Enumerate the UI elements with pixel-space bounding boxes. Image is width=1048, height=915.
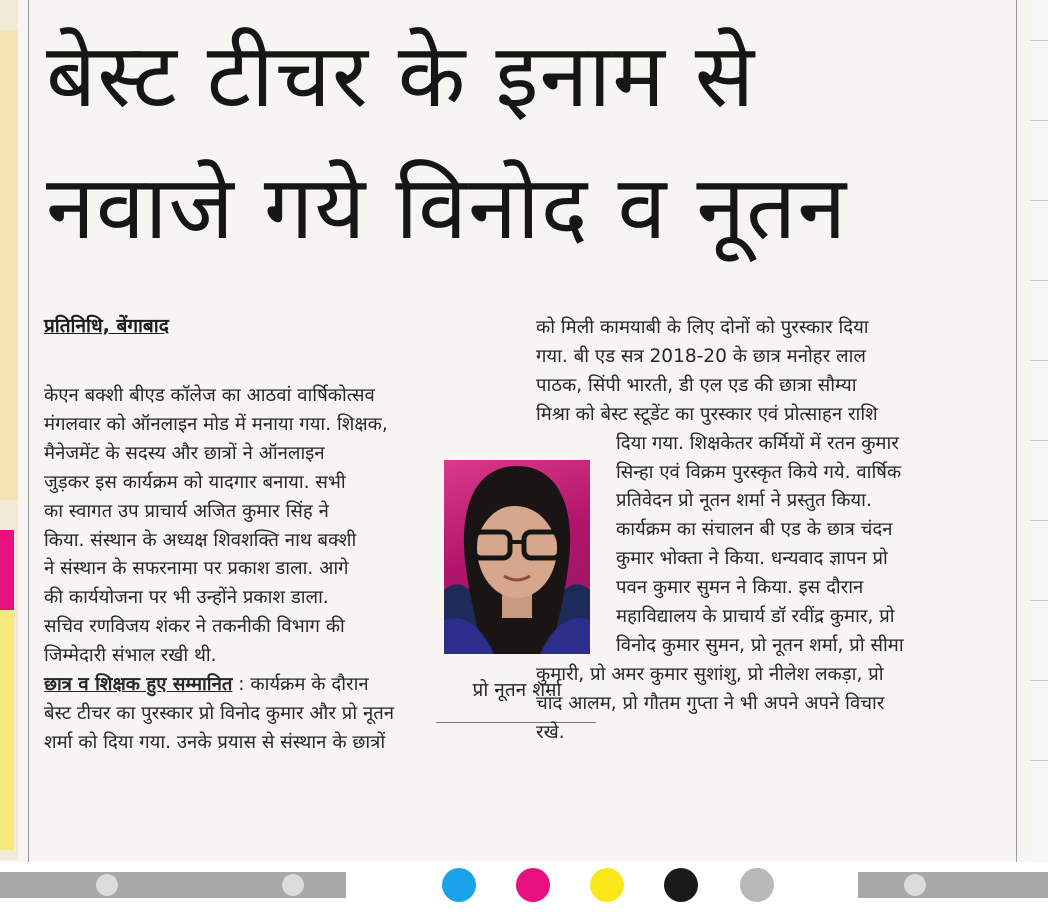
- text-line: की कार्ययोजना पर भी उन्होंने प्रकाश डाला.: [44, 587, 329, 609]
- magenta-registration-dot: [516, 868, 550, 902]
- text-line: दिया गया. शिक्षकेतर कर्मियों में रतन कुमार: [616, 432, 899, 454]
- paragraph-intro: [44, 382, 504, 671]
- paragraph-col2-wrapped: [616, 430, 994, 661]
- text-line: का स्वागत उप प्राचार्य अजित कुमार सिंह ने: [44, 500, 329, 522]
- text-line: बेस्ट टीचर का पुरस्कार प्रो विनोद कुमार और प्रो नूतन: [44, 702, 395, 724]
- text-line: पवन कुमार सुमन ने किया. इस दौरान: [616, 577, 864, 599]
- adjacent-yellow-band: [0, 610, 14, 850]
- article-column-1: [44, 382, 504, 758]
- text-line: ने संस्थान के सफरनामा पर प्रकाश डाला. आगे: [44, 558, 349, 580]
- text-line: कुमारी, प्रो अमर कुमार सुशांशु, प्रो नीलेश लकड़ा, प्रो: [536, 663, 884, 685]
- text-line: केएन बक्शी बीएड कॉलेज का आठवां वार्षिकोत्सव: [44, 385, 375, 406]
- text-line: प्रतिवेदन प्रो नूतन शर्मा ने प्रस्तुत किया.: [616, 490, 872, 512]
- adjacent-magenta-band: [0, 530, 14, 610]
- cyan-registration-dot: [442, 868, 476, 902]
- text-line: मिश्रा को बेस्ट स्टूडेंट का पुरस्कार एवं प्रोत्साहन राशि: [536, 403, 878, 425]
- registration-gray-bar-left: [0, 872, 346, 898]
- print-registration-strip: [0, 862, 1048, 915]
- left-adjacent-column-strip: [0, 0, 18, 860]
- subheading-lead: : कार्यक्रम के दौरान: [232, 674, 369, 696]
- black-registration-dot: [664, 868, 698, 902]
- text-line: गया. बी एड सत्र 2018-20 के छात्र मनोहर लाल: [536, 345, 866, 367]
- column-rule-left: [28, 0, 29, 862]
- right-adjacent-column-strip: [1030, 0, 1048, 860]
- adjacent-column-tint: [0, 30, 18, 500]
- text-line: मैनेजमेंट के सदस्य और छात्रों ने ऑनलाइन: [44, 442, 325, 464]
- text-line: रखे.: [536, 721, 565, 743]
- text-line: जिम्मेदारी संभाल रखी थी.: [44, 645, 217, 667]
- text-line: चांद आलम, प्रो गौतम गुप्ता ने भी अपने अपने विचार: [536, 692, 885, 714]
- headline-line-2: नवाजे गये विनोद व नूतन: [46, 156, 848, 259]
- yellow-registration-dot: [590, 868, 624, 902]
- text-line: कार्यक्रम का संचालन बी एड के छात्र चंदन: [616, 519, 893, 541]
- headline-line-1: बेस्ट टीचर के इनाम से: [46, 24, 756, 127]
- registration-mark: [904, 874, 926, 896]
- text-line: महाविद्यालय के प्राचार्य डॉ रवींद्र कुमार, प्रो: [616, 606, 895, 628]
- registration-mark: [96, 874, 118, 896]
- headline: [46, 10, 1006, 274]
- text-line: सिन्हा एवं विक्रम पुरस्कृत किये गये. वार्षिक: [616, 461, 902, 483]
- registration-mark: [282, 874, 304, 896]
- text-line: कुमार भोक्ता ने किया. धन्यवाद ज्ञापन प्रो: [616, 548, 888, 570]
- paragraph-col2-top: [536, 314, 994, 430]
- photo-caption: प्रो नूतन शर्मा: [472, 679, 562, 701]
- text-line: मंगलवार को ऑनलाइन मोड में मनाया गया. शिक्षक,: [44, 413, 388, 435]
- text-line: जुड़कर इस कार्यक्रम को यादगार बनाया. सभी: [44, 471, 346, 493]
- text-line: पाठक, सिंपी भारती, डी एल एड की छात्रा सौम्या: [536, 374, 857, 396]
- paragraph-honours: [44, 671, 504, 758]
- text-line: को मिली कामयाबी के लिए दोनों को पुरस्कार दिया: [536, 317, 869, 338]
- byline: प्रतिनिधि, बेंगाबाद: [44, 315, 169, 337]
- subheading: छात्र व शिक्षक हुए सम्मानित: [44, 674, 233, 696]
- paragraph-col2-bottom: [536, 661, 994, 748]
- text-line: सचिव रणविजय शंकर ने तकनीकी विभाग की: [44, 616, 345, 638]
- gray-registration-dot: [740, 868, 774, 902]
- text-line: शर्मा को दिया गया. उनके प्रयास से संस्थान के छात्रों: [44, 731, 386, 753]
- column-rule-right: [1016, 0, 1017, 862]
- text-line: किया. संस्थान के अध्यक्ष शिवशक्ति नाथ बक्शी: [44, 529, 357, 551]
- text-line: विनोद कुमार सुमन, प्रो नूतन शर्मा, प्रो सीमा: [616, 634, 904, 656]
- registration-gray-bar-right: [858, 872, 1048, 898]
- article-column-2: [536, 314, 994, 748]
